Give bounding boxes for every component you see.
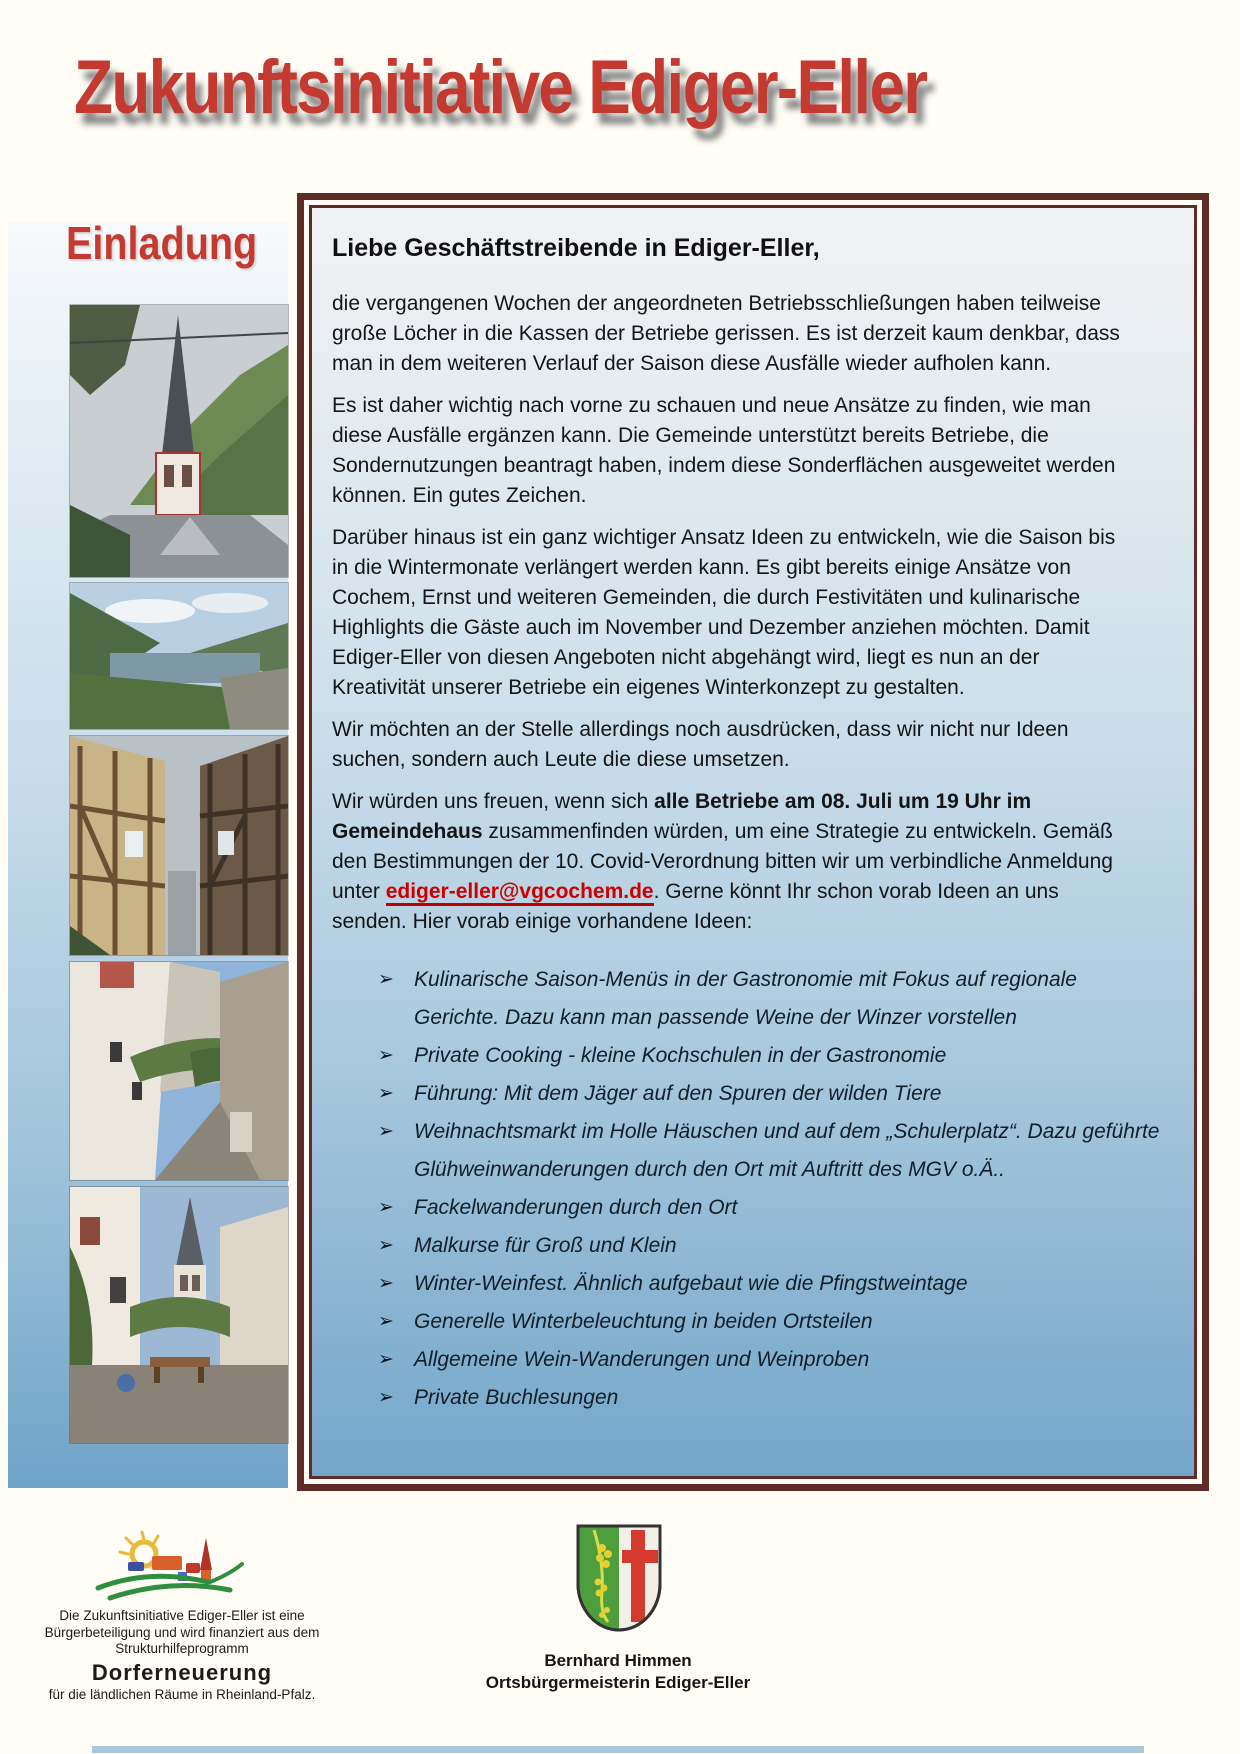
idea-item: ➢ Kulinarische Saison-Menüs in der Gastronomie mit Fokus auf regionale Gerichte. Dazu kann man passende Weine der Winzer vorstellen [378,961,1168,1037]
bottom-edge-bar [92,1746,1144,1753]
idea-item: ➢ Führung: Mit dem Jäger auf den Spuren der wilden Tiere [378,1075,1168,1113]
dorferneuerung-logo [90,1530,258,1606]
body-paragraph-1: die vergangenen Wochen der angeordneten Betriebsschließungen haben teilweise große Löcher in die Kassen der Betriebe gerissen. Es ist derzeit kaum denkbar, dass man in dem weiteren Verlauf der Saison diese Ausfälle wieder aufholen kann. [332,292,1120,375]
mosel-valley-illustration [70,583,288,729]
village-square-photo [70,1187,288,1443]
idea-item: ➢ Fackelwanderungen durch den Ort [378,1189,1168,1227]
idea-item: ➢ Private Buchlesungen [378,1379,1168,1417]
letter-box-inner [309,205,1197,1479]
funding-line: Die Zukunftsinitiative Ediger-Eller ist eine [59,1608,305,1623]
signer-name: Bernhard Himmen [544,1651,692,1670]
village-lane-photo [70,962,288,1180]
invite-text-3: . Gerne könnt Ihr schon vorab Ideen an uns senden. Hier vorab einige vorhandene Ideen: [332,880,1059,933]
ediger-eller-coat-of-arms [574,1522,664,1636]
village-logo-illustration [90,1530,258,1606]
invite-text-1: Wir würden uns freuen, wenn sich [332,790,655,813]
funding-program-name: Dorferneuerung [91,1659,273,1685]
village-square-illustration [70,1187,288,1443]
letter-box [297,193,1209,1491]
funding-line: Strukturhilfeprogramm [115,1641,249,1656]
idea-item: ➢ Weihnachtsmarkt im Holle Häuschen und auf dem „Schulerplatz“. Dazu geführte Glühweinwanderungen durch den Ort mit Auftritt des MGV o.Ä.. [378,1113,1168,1189]
salutation: Liebe Geschäftstreibende in Ediger-Eller, [332,234,820,262]
idea-item: ➢ Private Cooking - kleine Kochschulen in der Gastronomie [378,1037,1168,1075]
church-spire-photo [70,305,288,577]
funding-line: Bürgerbeteiligung und wird finanziert aus dem [44,1624,320,1640]
ideas-list [378,961,1168,1417]
invite-date-bold: alle Betriebe am 08. Juli um 19 Uhr im Gemeindehaus [332,790,1032,843]
idea-item: ➢ Generelle Winterbeleuchtung in beiden Ortsteilen [378,1303,1168,1341]
village-lane-illustration [70,962,288,1180]
funding-line: für die ländlichen Räume in Rheinland-Pfalz. [48,1686,316,1702]
idea-item: ➢ Malkurse für Groß und Klein [378,1227,1168,1265]
half-timbered-alley-illustration [70,736,288,955]
church-spire-illustration [70,305,288,577]
email-link[interactable]: ediger-eller@vgcochem.de [386,880,654,906]
idea-item: ➢ Allgemeine Wein-Wanderungen und Weinproben [378,1341,1168,1379]
invite-text-2: zusammenfinden würden, um eine Strategie zu entwickeln. Gemäß den Bestimmungen der 10. Covid-Verordnung bitten wir um verbindliche Anmeldung unter [332,820,1113,903]
body-paragraph-2: Es ist daher wichtig nach vorne zu schauen und neue Ansätze zu finden, wie man diese Ausfälle ergänzen kann. Die Gemeinde unterstützt bereits Betriebe, die Sondernutzungen beantragt haben, indem diese Sonderflächen ausgeweitet werden können. Ein gutes Zeichen. [332,394,1116,507]
signature-block [468,1650,768,1694]
body-paragraph-4: Wir möchten an der Stelle allerdings noch ausdrücken, dass wir nicht nur Ideen suchen, sondern auch Leute die diese umsetzen. [332,718,1069,771]
body-paragraph-3: Darüber hinaus ist ein ganz wichtiger Ansatz Ideen zu entwickeln, wie die Saison bis in die Wintermonate verlängert werden kann. Es gibt bereits einige Ansätze von Cochem, Ernst und weiteren Gemeinden, die durch Festivitäten und kulinarische Highlights die Gäste auch im November und Dezember anziehen möchten. Damit Ediger-Eller von diesen Angeboten nicht abgehängt wird, liegt es nun an der Kreativität unserer Betriebe ein eigenes Winterkonzept zu gestalten. [332,526,1116,699]
page-title: Zukunftsinitiative Ediger-Eller [74,45,927,130]
invitation-heading: Einladung [66,217,258,269]
mosel-valley-photo [70,583,288,729]
half-timbered-alley-photo [70,736,288,955]
signer-title: Ortsbürgermeisterin Ediger-Eller [485,1673,751,1692]
funding-text-block [38,1608,326,1703]
invitation-paragraph [332,787,1137,937]
idea-item: ➢ Winter-Weinfest. Ähnlich aufgebaut wie die Pfingstweintage [378,1265,1168,1303]
coat-of-arms-illustration [574,1522,664,1636]
